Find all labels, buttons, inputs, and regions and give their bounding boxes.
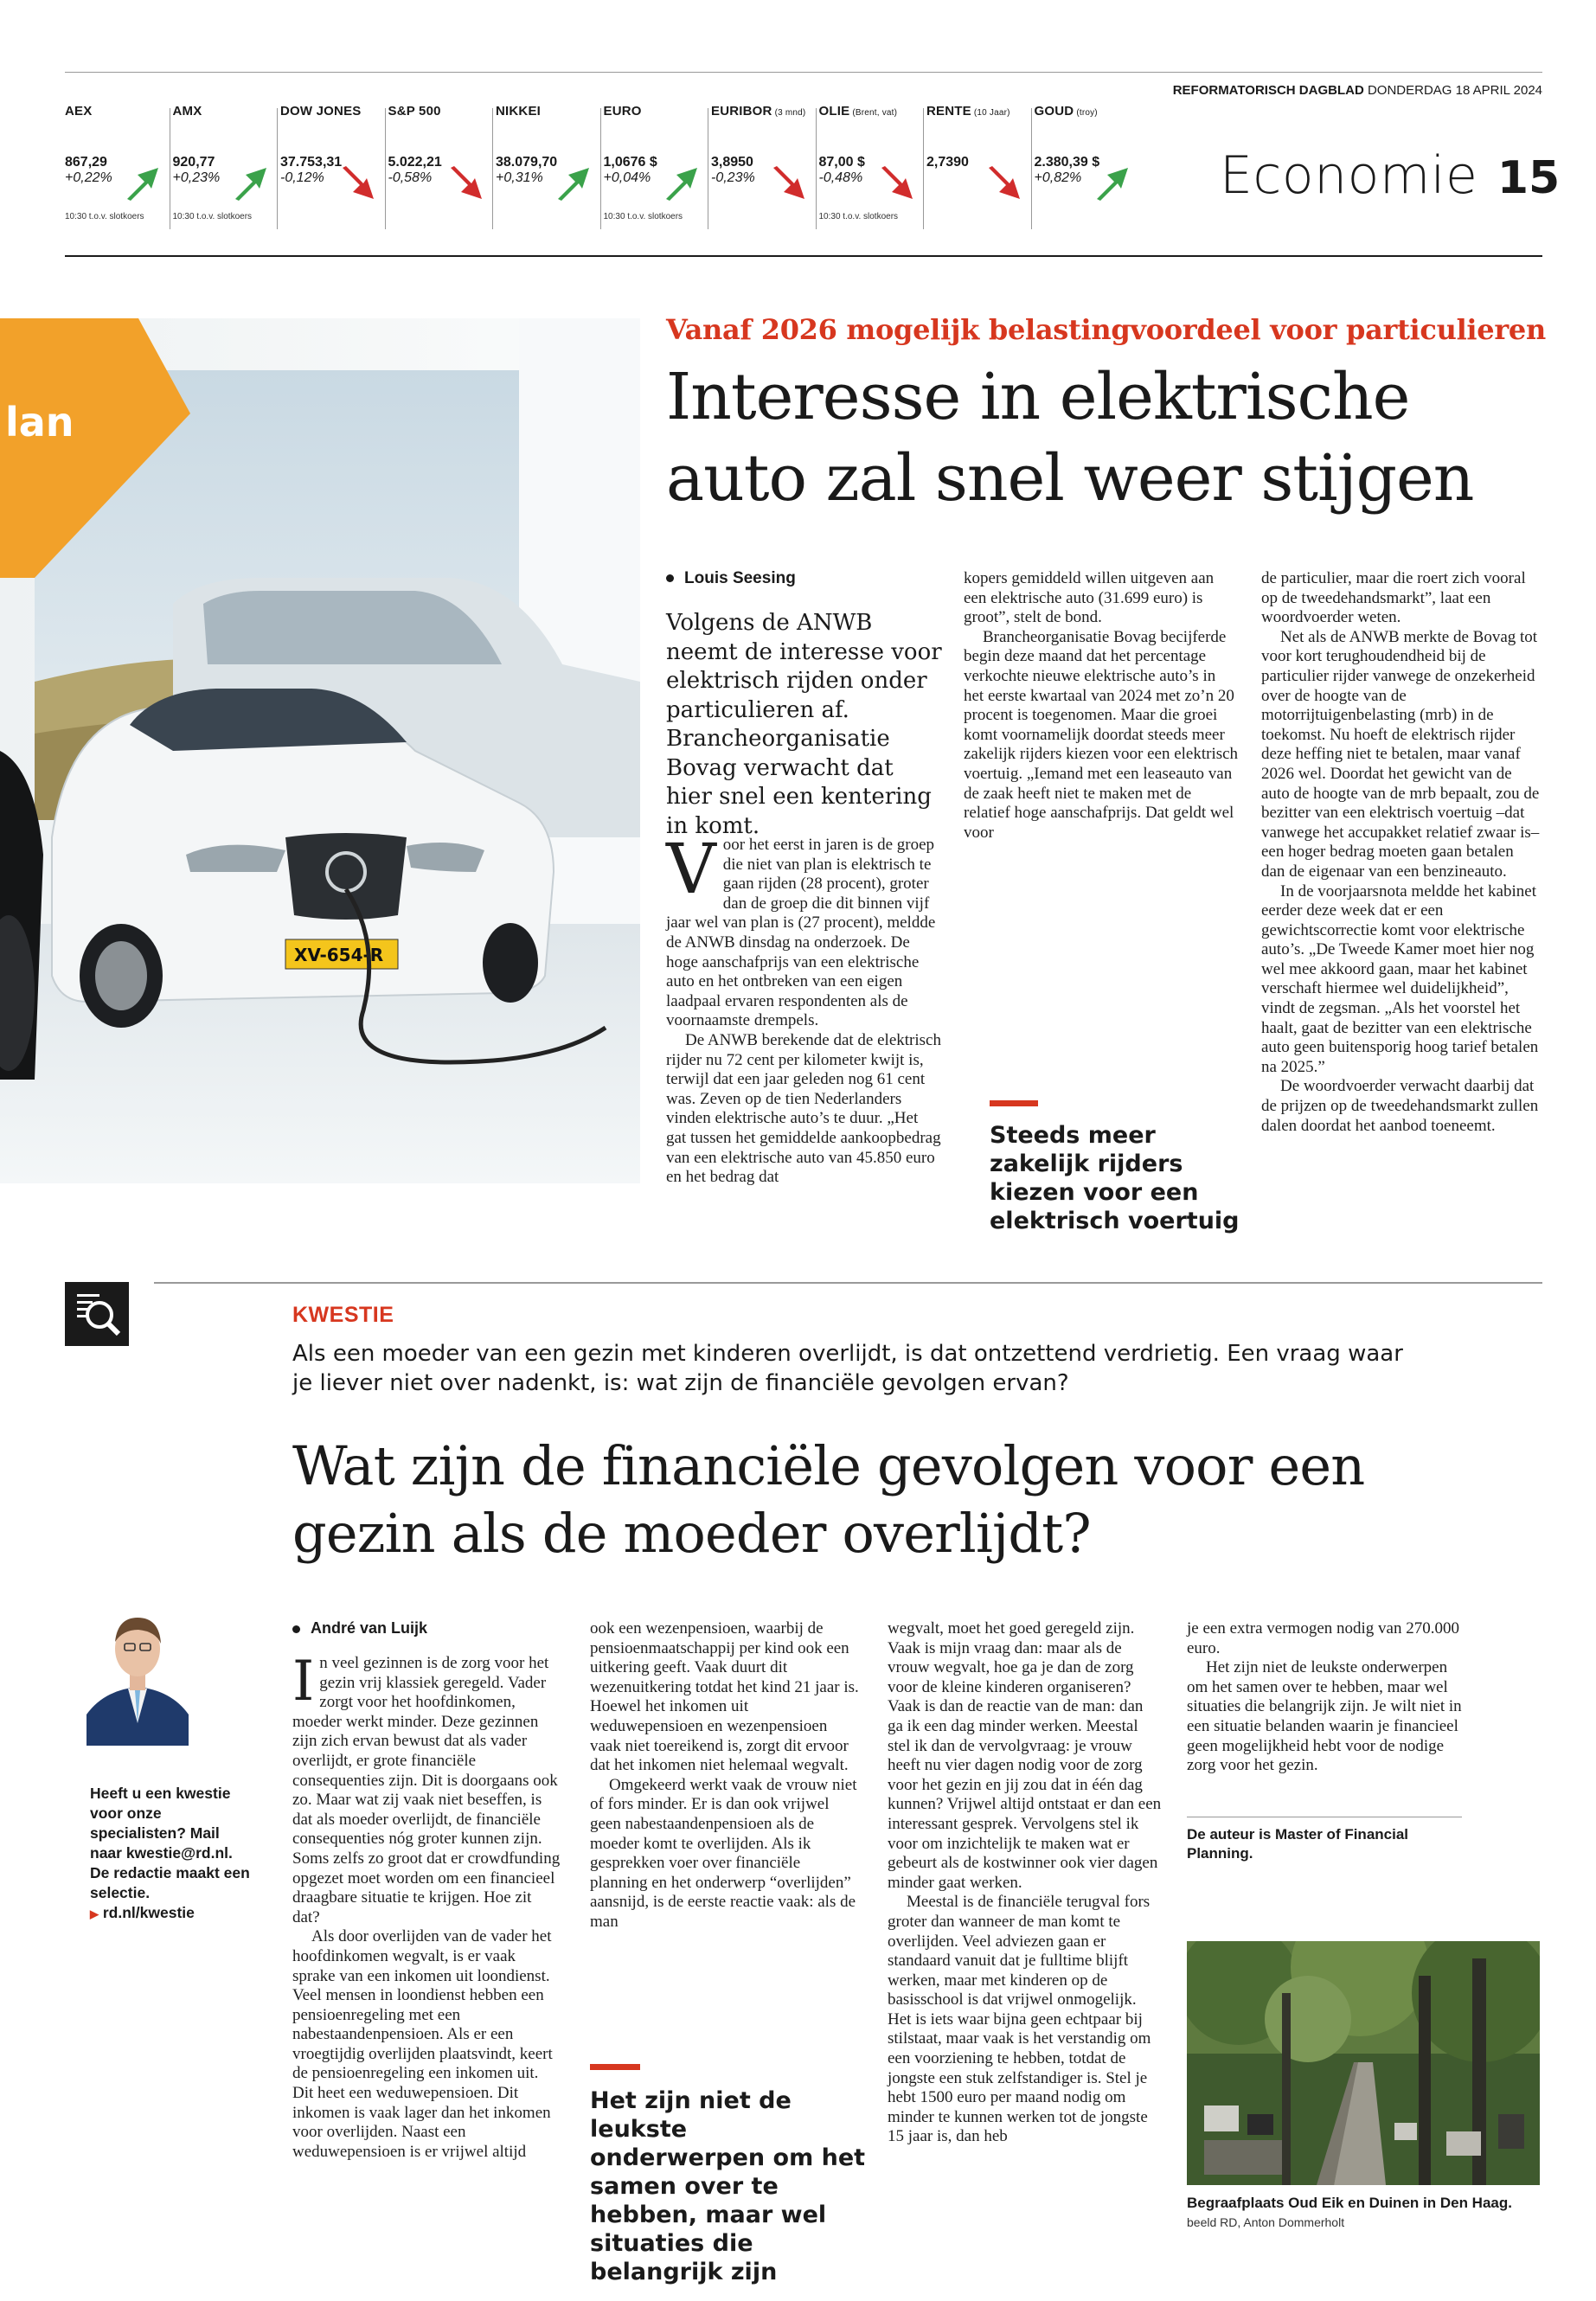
ticker-name: [711, 104, 815, 119]
quote2-bar: [590, 2064, 640, 2070]
arrow-down-icon: [445, 164, 484, 202]
ticker-name: [819, 104, 923, 119]
ticker-name-sub: (3 mnd): [774, 108, 806, 118]
ticker-name-label: EURIBOR: [711, 104, 772, 119]
author-photo: [87, 1593, 189, 1746]
col3-para4: De woordvoerder verwacht daarbij dat de prijzen op de tweedehandsmarkt zullen dalen doordat het aanbod toeneemt.: [1261, 1077, 1539, 1135]
article1-kicker: Vanaf 2026 mogelijk belastingvoordeel voor particulieren: [666, 313, 1546, 346]
a2-col1-para1: n veel gezinnen is de zorg voor het gezin vrij klassiek geregeld. Vader zorgt voor het hoofdinkomen, moeder werkt minder. Deze gezinnen zijn zich ervan bewust dat als vader overlijdt, er grote financiële consequenties zijn. Dit is doorgaans ook zo. Maar wat zij vaak niet beseffen, is dat als moeder overlijdt, de financiële consequenties nóg groter kunnen zijn. Soms zelfs zo groot dat er crowdfunding opgezet moet worden om een financieel draagbare situatie te krijgen. Hoe zit dat?: [292, 1654, 561, 1926]
ticker-value: 87,00 $: [818, 155, 865, 170]
arrow-up-icon: [661, 164, 699, 202]
ticker-change: -0,48%: [818, 170, 863, 185]
ticker-divider: [277, 108, 278, 229]
ticker-divider: [385, 108, 386, 229]
article2-intro: Als een moeder van een gezin met kinderen overlijdt, is dat ontzettend verdrietig. Een vraag waar je liever niet over nadenkt, is: wat zijn de financiële gevolgen ervan?: [292, 1341, 1403, 1396]
arrow-down-icon: [337, 164, 375, 202]
article1-quote: Steeds meer zakelijk rijders kiezen voor een elektrisch voertuig: [990, 1122, 1240, 1234]
ticker-change: -0,58%: [388, 170, 433, 185]
ticker-value: 2.380,39 $: [1034, 155, 1100, 170]
ticker-note: 10:30 t.o.v. slotkoers: [172, 212, 253, 221]
article2-byline: [292, 1619, 427, 1638]
sidebar-text: Heeft u een kwestie voor onze specialisten? Mail naar kwestie@rd.nl. De redactie maakt een selectie.: [90, 1785, 250, 1901]
ticker-divider: [816, 108, 817, 229]
headline-line-1: Interesse in elektrische: [666, 360, 1410, 434]
quote1-bar: [990, 1100, 1038, 1106]
ev-photo: [0, 318, 640, 1183]
col2-para2: Brancheorganisatie Bovag becijferde begin deze maand dat het percentage verkochte nieuwe elektrische auto’s in het eerste kwartaal van 2024 met zo’n 20 procent is toegenomen. Maar die groei komt voornamelijk doordat steeds meer zakelijk rijders kiezen voor een elektrisch voertuig. „Iemand met een leaseauto van de zaak heeft niet te maken met de relatief hoge aanschafprijs. Dat geldt wel voor: [964, 627, 1239, 842]
ticker-name: [280, 104, 384, 119]
a2-col3-para1: wegvalt, moet het goed geregeld zijn. Vaak is mijn vraag dan: maar als de vrouw wegvalt, hoe ga je dan de zorg voor de kleine kinderen organiseren? Vaak is dan de reactie van de man: dan ga ik een dag minder werken. Meestal stel ik dan de vervolgvraag: je vrouw heeft nu vier dagen nodig voor de zorg voor het gezin en jij zou dat in één dag kunnen? Vrijwel altijd ontstaat er dan een interessant gesprek. Vervolgens stel ik voor om inzichtelijk te maken wat er gebeurt als de kostwinner ook vier dagen minder gaat werken.: [888, 1619, 1162, 1892]
ticker-name-label: AEX: [65, 104, 93, 119]
kwestie-sidebar: [90, 1784, 254, 1924]
ticker-name-label: S&P 500: [388, 104, 441, 119]
top-rule: [65, 72, 1542, 73]
col3-para3: In de voorjaarsnota meldde het kabinet eerder deze week dat er een gewichtscorrectie komt voor elektrische auto’s. „De Tweede Kamer moet hier nog wel mee akkoord gaan, maar het kabinet verschaft hiermee wel duidelijkheid”, vindt de zegsman. „Als het voorstel het haalt, gaat de bezitter van een elektrische auto geen buitensporig hoog tarief betalen na 2025.”: [1261, 881, 1539, 1076]
ticker-divider: [492, 108, 493, 229]
ticker-change: +0,04%: [603, 170, 651, 185]
ticker-change: -0,12%: [280, 170, 324, 185]
issue-date: DONDERDAG 18 APRIL 2024: [1367, 83, 1542, 98]
dropcap-i: I: [292, 1650, 315, 1714]
ticker-divider: [600, 108, 601, 229]
page-number: 15: [1497, 152, 1561, 204]
byline2-author: André van Luijk: [311, 1619, 428, 1637]
ticker-value: 37.753,31: [280, 155, 343, 170]
a2-col1-para2: Als door overlijden van de vader het hoofdinkomen wegvalt, is er vaak sprake van een inkomen uit loondienst. Veel mensen in loondienst hebben een pensioenregeling met een nabestaandenpensioen. Als er een vroegtijdig overlijden plaatsvindt, keert de pensioenregeling een inkomen uit. Dit heet een weduwepensioen. Dit inkomen is vaak lager dan het inkomen voor overlijden. Naast een weduwepensioen is er vrijwel altijd: [292, 1927, 553, 2161]
headline2-line-2: gezin als de moeder overlijdt?: [292, 1502, 1091, 1565]
ticker-value: 5.022,21: [388, 155, 442, 170]
a2-col2-para1: ook een wezenpensioen, waarbij de pensioenmaatschappij per kind ook een uitkering geeft. Vaak duurt dit wezenuitkering totdat het kind 21 jaar is. Hoewel het inkomen uit weduwepensioen en wezenpensioen vaak niet toereikend is, zorgt dit ervoor dat het inkomen niet helemaal wegvalt.: [590, 1619, 859, 1775]
ticker-name-sub: (troy): [1076, 108, 1098, 118]
col1-para1: oor het eerst in jaren is de groep die niet van plan is elektrisch te gaan rijden (28 procent), groter dan de groep die dit binnen vijf jaar wel van plan is (27 procent), meldde de ANWB dinsdag na onderzoek. De hoge aanschafprijs van een elektrische auto en het ontbreken van een eigen laadpaal ervaren respondenten als de voornaamste drempels.: [666, 836, 936, 1030]
article2-quote: Het zijn niet de leukste onderwerpen om het samen over te hebben, maar wel situaties die belangrijk zijn: [590, 2087, 866, 2285]
ticker-name-label: GOUD: [1034, 104, 1074, 119]
ticker-name-label: EURO: [603, 104, 642, 119]
ticker-name-label: AMX: [172, 104, 202, 119]
ticker-value: 867,29: [65, 155, 107, 170]
article1-lead: Volgens de ANWB neemt de interesse voor elektrisch rijden onder particulieren af. Brancheorganisatie Bovag verwacht dat hier snel een kentering in komt.: [666, 610, 942, 839]
ticker-item: [604, 104, 708, 221]
byline2-bullet: [292, 1625, 300, 1633]
ticker-change: +0,31%: [496, 170, 543, 185]
article2-kicker: KWESTIE: [292, 1303, 394, 1327]
ticker-item: [819, 104, 923, 221]
ticker-name-sub: (Brent, vat): [852, 108, 898, 118]
ticker-name-label: DOW JONES: [280, 104, 362, 119]
article1-byline: [666, 569, 796, 588]
ticker-item: [173, 104, 277, 221]
article2-col4: [1187, 1619, 1464, 1776]
ticker-name: [604, 104, 708, 119]
headline-line-2: auto zal snel weer stijgen: [666, 441, 1474, 516]
article2-col2: [590, 1619, 860, 1932]
article1-headline: [666, 356, 1473, 519]
ticker-change: +0,82%: [1034, 170, 1082, 185]
section-title: Economie: [1220, 145, 1478, 206]
ticker-value: 38.079,70: [496, 155, 558, 170]
article1-col3: [1261, 569, 1540, 1136]
caption-text: Begraafplaats Oud Eik en Duinen in Den Haag.: [1187, 2195, 1512, 2211]
ticker-note: 10:30 t.o.v. slotkoers: [603, 212, 683, 221]
magnifier-icon: [65, 1282, 129, 1346]
ticker-value: 920,77: [172, 155, 215, 170]
caption-credit: beeld RD, Anton Dommerholt: [1187, 2215, 1345, 2229]
ticker-name: [173, 104, 277, 119]
arrow-up-icon: [230, 164, 268, 202]
ticker-divider: [1031, 108, 1032, 229]
article2-headline: [292, 1433, 1364, 1567]
ticker-name: [926, 104, 1030, 119]
ticker-name-sub: (10 Jaar): [973, 108, 1010, 118]
ticker-value: 2,7390: [926, 155, 969, 170]
ticker-name: [388, 104, 492, 119]
license-plate: XV-654-R: [294, 945, 384, 965]
ev-charging-photo: [0, 318, 640, 1183]
col1-para2: De ANWB berekende dat de elektrisch rijder nu 72 cent per kilometer kwijt is, terwijl dat een jaar geleden nog 61 cent was. Zeven op de tien Nederlanders vinden elektrische auto’s te duur. „Het gat tussen het gemiddelde aankoopbedrag van een elektrische auto van 45.850 euro en het bedrag dat: [666, 1030, 941, 1187]
cemetery-photo: [1187, 1941, 1540, 2185]
col3-para1: de particulier, maar die roert zich vooral op de tweedehandsmarkt”, laat een woordvoerder weten.: [1261, 569, 1526, 627]
ticker-bottom-rule: [65, 255, 1542, 257]
author-portrait: [87, 1593, 189, 1746]
ticker-divider: [923, 108, 924, 229]
author-note: De auteur is Master of Financial Planning.: [1187, 1826, 1409, 1862]
ticker-note: 10:30 t.o.v. slotkoers: [65, 212, 144, 221]
byline-bullet: [666, 574, 674, 582]
ticker-name-label: OLIE: [818, 104, 850, 119]
ticker-value: 3,8950: [711, 155, 753, 170]
col2-para1: kopers gemiddeld willen uitgeven aan een elektrische auto (31.699 euro) is groot”, stelt de bond.: [964, 569, 1215, 627]
cemetery-image: [1187, 1941, 1540, 2185]
masthead-line: [1173, 83, 1542, 98]
ticker-name: [1035, 104, 1138, 119]
arrow-down-icon: [768, 164, 806, 202]
link-arrow-icon: ▶: [90, 1907, 99, 1920]
col3-para2: Net als de ANWB merkte de Bovag tot voor kort terughoudendheid bij de particulier rijder vanwege de onzekerheid over de hoogte van de motorrijtuigenbelasting (mrb) in de toekomst. Nu hoeft de elektrisch rijder deze heffing niet te betalen, maar vanaf 2026 wel. Doordat het gewicht van de auto de hoogte van de mrb bepaalt, zou de bezitter van een elektrisch voertuig –dat vanwege het accupakket relatief zwaar is– een hoger bedrag moeten gaan betalen dan de eigenaar van een benzineauto.: [1261, 627, 1540, 881]
ticker-name: [65, 104, 169, 119]
section-header: [1220, 145, 1560, 206]
article1-col1: [666, 829, 941, 1188]
ticker-change: -0,23%: [711, 170, 755, 185]
headline2-line-1: Wat zijn de financiële gevolgen voor een: [292, 1434, 1365, 1497]
article1-col2: [964, 569, 1239, 843]
ticker-change: +0,22%: [65, 170, 112, 185]
ticker-note: 10:30 t.o.v. slotkoers: [818, 212, 899, 221]
photo-caption: [1187, 2194, 1542, 2232]
ticker-change: +0,23%: [172, 170, 221, 185]
sidebar-link[interactable]: rd.nl/kwestie: [102, 1904, 195, 1921]
ticker-item: [65, 104, 169, 221]
a2-col2-para2: Omgekeerd werkt vaak de vrouw niet of fors minder. Er is dan ook vrijwel geen nabestaandenpensioen als de moeder komt te overlijden. Als ik gesprekken voer over financiële planning en het onderwerp “overlijden” aansnijd, is de eerste reactie vaak: als de man: [590, 1775, 857, 1931]
arrow-up-icon: [1092, 164, 1130, 202]
paper-name: REFORMATORISCH DAGBLAD: [1172, 83, 1364, 98]
arrow-down-icon: [984, 164, 1022, 202]
arrow-up-icon: [122, 164, 160, 202]
kwestie-icon: [65, 1282, 129, 1346]
ticker-name-label: NIKKEI: [496, 104, 542, 119]
arrow-down-icon: [876, 164, 914, 202]
kwestie-rule: [154, 1282, 1542, 1284]
a2-col4-para2: Het zijn niet de leukste onderwerpen om het samen over te hebben, maar wel situaties die belangrijk zijn. Je wilt niet in een situatie belanden waarin je financieel geen mogelijkheid hebt voor de nodige zorg voor het gezin.: [1187, 1658, 1462, 1775]
ticker-value: 1,0676 $: [603, 155, 657, 170]
arrow-up-icon: [553, 164, 591, 202]
sidebar-link-row[interactable]: [90, 1903, 254, 1924]
ticker-name-label: RENTE: [926, 104, 971, 119]
article2-col3: [888, 1619, 1163, 2147]
article2-col1: [292, 1650, 562, 2162]
byline-author: Louis Seesing: [684, 569, 796, 587]
sign-text: lan: [5, 399, 74, 445]
a2-col4-para1: je een extra vermogen nodig van 270.000 euro.: [1187, 1619, 1459, 1657]
a2-col3-para2: Meestal is de financiële terugval fors groter dan wanneer de man komt te overlijden. Veel adviezen gaan er standaard vanuit dat je fulltime blijft werken, maar met kinderen op de basisschool is dat vrijwel onmogelijk. Het is iets waar bijna geen echtpaar bij stilstaat, maar vaak is het verstandig om een voorziening te hebben, totdat de jongste een stuk zelfstandiger is. Stel je hebt 1500 euro per maand nodig om minder te kunnen werken tot de jongste 15 jaar is, dan heb: [888, 1893, 1151, 2146]
ticker-name: [496, 104, 599, 119]
dropcap-v: V: [666, 829, 716, 909]
